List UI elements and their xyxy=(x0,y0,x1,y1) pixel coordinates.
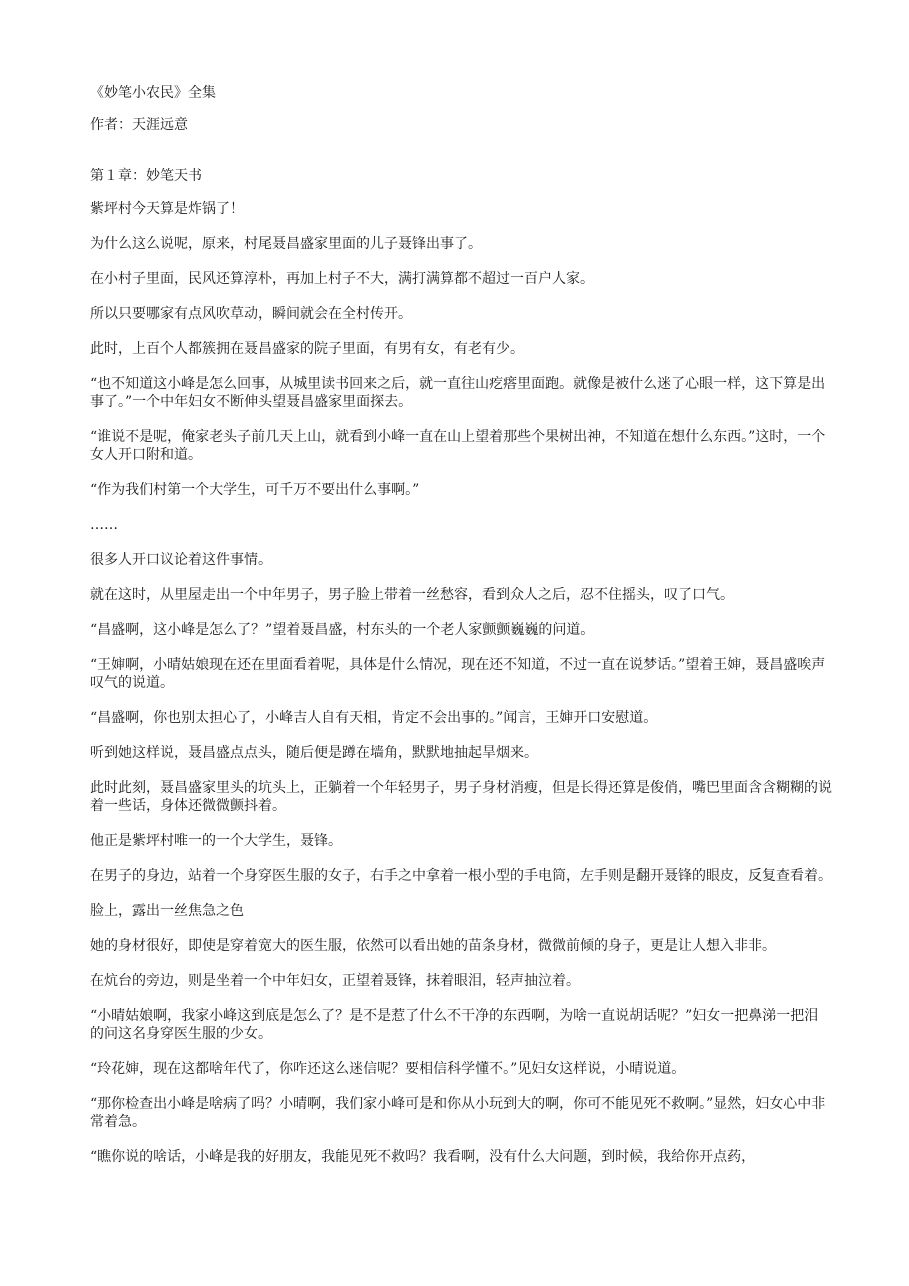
paragraph: “小晴姑娘啊，我家小峰这到底是怎么了？是不是惹了什么不干净的东西啊，为啥一直说胡话呢？”妇女一把鼻涕一把泪的问这名身穿医生服的少女。 xyxy=(90,1008,819,1042)
paragraph: “作为我们村第一个大学生，可千万不要出什么事啊。” xyxy=(90,482,420,498)
paragraph: “谁说不是呢，俺家老头子前几天上山，就看到小峰一直在山上望着那些个果树出神，不知道在想什么东西。”这时，一个女人开口附和道。 xyxy=(90,429,826,463)
paragraph: 在男子的身边，站着一个身穿医生服的女子，右手之中拿着一根小型的手电筒，左手则是翻开聂锋的眼皮，反复查看着。 xyxy=(90,868,832,884)
paragraph: 他正是紫坪村唯一的一个大学生，聂锋。 xyxy=(90,833,342,849)
paragraph: 就在这时，从里屋走出一个中年男子，男子脸上带着一丝愁容，看到众人之后，忍不住摇头，叹了口气。 xyxy=(90,587,734,603)
paragraph: 在炕台的旁边，则是坐着一个中年妇女，正望着聂锋，抹着眼泪，轻声抽泣着。 xyxy=(90,973,580,989)
paragraph: “王婶啊，小晴姑娘现在还在里面看着呢，具体是什么情况，现在还不知道，不过一直在说梦话。”望着王婶，聂昌盛唉声叹气的说道。 xyxy=(90,657,826,691)
paragraph: “昌盛啊，这小峰是怎么了？”望着聂昌盛，村东头的一个老人家颤颤巍巍的问道。 xyxy=(90,622,595,638)
paragraph: 所以只要哪家有点风吹草动，瞬间就会在全村传开。 xyxy=(90,306,412,322)
chapter-heading: 第１章：妙笔天书 xyxy=(90,168,202,184)
paragraph: “那你检查出小峰是啥病了吗？小晴啊，我们家小峰可是和你从小玩到大的啊，你可不能见死不救啊。”显然，妇女心中非常着急。 xyxy=(90,1096,826,1130)
paragraph: “瞧你说的啥话，小峰是我的好朋友，我能见死不救吗？我看啊，没有什么大问题，到时候，我给你开点药， xyxy=(90,1149,756,1165)
paragraph: …… xyxy=(90,517,118,533)
paragraph: 此时此刻，聂昌盛家里头的坑头上，正躺着一个年轻男子，男子身材消瘦，但是长得还算是俊俏，嘴巴里面含含糊糊的说着一些话，身体还微微颤抖着。 xyxy=(90,780,832,814)
document-page xyxy=(90,84,832,1183)
paragraph: 她的身材很好，即使是穿着宽大的医生服，依然可以看出她的苗条身材，微微前倾的身子，更是让人想入非非。 xyxy=(90,938,776,954)
author-line: 作者：天涯远意 xyxy=(90,117,188,133)
paragraph: 在小村子里面，民风还算淳朴，再加上村子不大，满打满算都不超过一百户人家。 xyxy=(90,271,594,287)
paragraph: 紫坪村今天算是炸锅了！ xyxy=(90,201,244,217)
paragraph: 脸上，露出一丝焦急之色 xyxy=(90,903,244,919)
paragraph: “昌盛啊，你也别太担心了，小峰吉人自有天相，肯定不会出事的。”闻言，王婶开口安慰道。 xyxy=(90,710,658,726)
paragraph: 此时，上百个人都簇拥在聂昌盛家的院子里面，有男有女，有老有少。 xyxy=(90,341,524,357)
paragraph: 为什么这么说呢，原来，村尾聂昌盛家里面的儿子聂锋出事了。 xyxy=(90,236,482,252)
paragraph: “也不知道这小峰是怎么回事，从城里读书回来之后，就一直往山疙瘩里面跑。就像是被什么迷了心眼一样，这下算是出事了。”一个中年妇女不断伸头望聂昌盛家里面探去。 xyxy=(90,376,826,410)
paragraph: 很多人开口议论着这件事情。 xyxy=(90,552,272,568)
paragraph: 听到她这样说，聂昌盛点点头，随后便是蹲在墙角，默默地抽起旱烟来。 xyxy=(90,745,538,761)
book-title: 《妙笔小农民》全集 xyxy=(90,85,216,101)
paragraph: “玲花婶，现在这都啥年代了，你咋还这么迷信呢？要相信科学懂不。”见妇女这样说，小晴说道。 xyxy=(90,1061,686,1077)
